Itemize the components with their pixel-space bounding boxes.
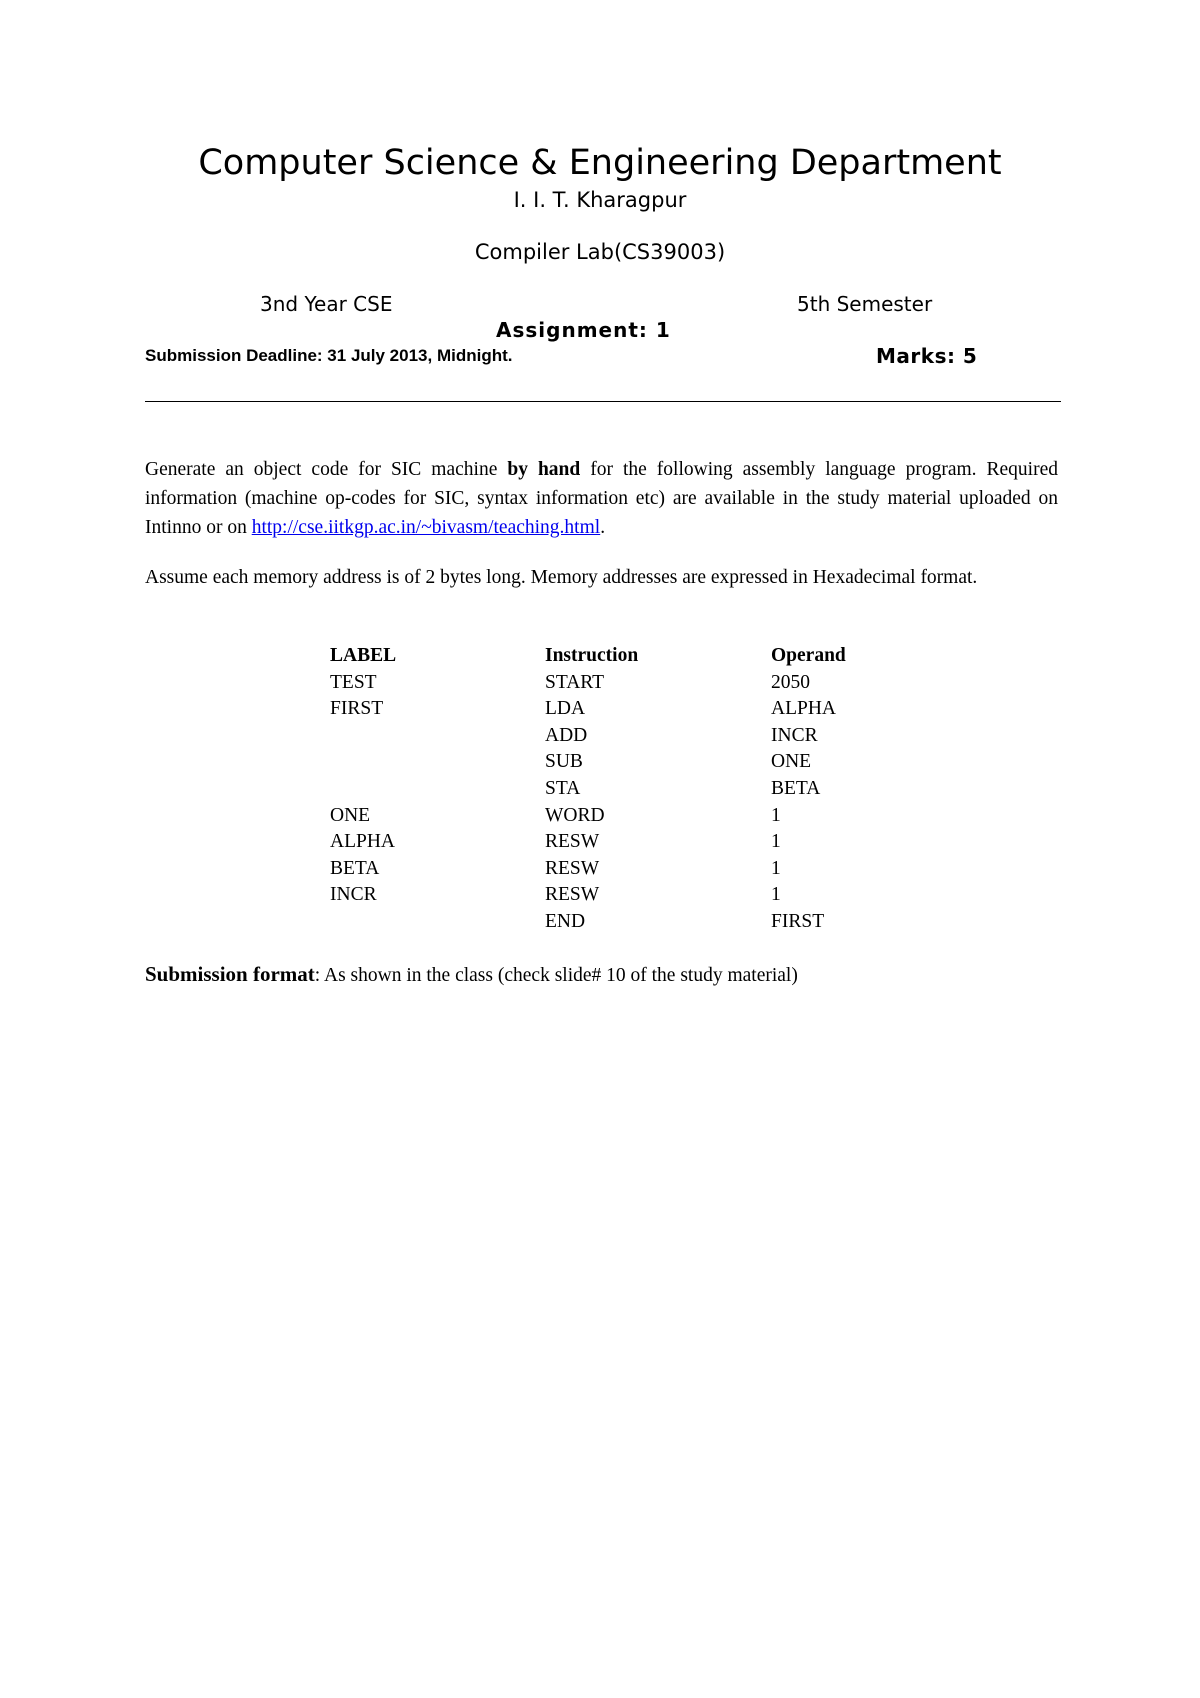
label-cell: BETA (330, 857, 380, 879)
teaching-page-link[interactable]: http://cse.iitkgp.ac.in/~bivasm/teaching.html (251, 517, 601, 538)
label-cell (330, 749, 545, 776)
label-cell: INCR (330, 884, 377, 906)
instruction-cell: STA (545, 777, 581, 799)
year-label: 3nd Year CSE (260, 292, 393, 316)
instructions-paragraph (145, 455, 1058, 542)
operand-cell: ALPHA (771, 698, 837, 720)
table-row (330, 882, 931, 909)
submission-format-text: : As shown in the class (check slide# 10 of the study material) (314, 965, 798, 986)
instruction-cell: LDA (545, 698, 586, 720)
assignment-number: Assignment: 1 (496, 318, 671, 342)
label-cell (330, 909, 545, 936)
table-row (330, 829, 931, 856)
table-row (330, 776, 931, 803)
department-title: Computer Science & Engineering Department (198, 143, 1002, 183)
column-header-operand: Operand (771, 645, 846, 666)
p1-text-end: . (600, 517, 606, 538)
table-row (330, 856, 931, 883)
column-header-instruction: Instruction (545, 645, 639, 666)
table-row (330, 803, 931, 830)
table-row (330, 723, 931, 750)
instruction-cell: WORD (545, 804, 605, 826)
table-header-row (330, 643, 931, 670)
table-row (330, 909, 931, 936)
marks-label: Marks: 5 (876, 344, 978, 368)
instruction-cell: RESW (545, 831, 600, 853)
operand-cell: 2050 (771, 671, 810, 693)
submission-deadline: Submission Deadline: 31 July 2013, Midnight. (145, 346, 513, 365)
assembly-program-table (330, 643, 931, 936)
label-cell: ONE (330, 804, 371, 826)
p1-text-before: Generate an object code for SIC machine (145, 459, 508, 480)
operand-cell: INCR (771, 724, 818, 746)
p1-bold-text: by hand (507, 459, 581, 480)
submission-format-label: Submission format (145, 962, 315, 986)
instruction-cell: START (545, 671, 605, 693)
operand-cell: ONE (771, 751, 812, 773)
memory-assumption-paragraph: Assume each memory address is of 2 bytes long. Memory addresses are expressed in Hexadecimal format. (145, 567, 978, 588)
institute-name: I. I. T. Kharagpur (513, 188, 687, 212)
instruction-cell: RESW (545, 857, 600, 879)
header-divider (145, 401, 1061, 402)
label-cell: TEST (330, 671, 377, 693)
operand-cell: 1 (771, 804, 781, 826)
operand-cell: FIRST (771, 910, 825, 932)
label-cell (330, 723, 545, 750)
operand-cell: BETA (771, 777, 821, 799)
table-row (330, 696, 931, 723)
instruction-cell: SUB (545, 751, 583, 773)
label-cell: FIRST (330, 698, 384, 720)
operand-cell: 1 (771, 831, 781, 853)
instruction-cell: RESW (545, 884, 600, 906)
submission-format-line (145, 962, 798, 987)
p1-text-after: for the following assembly language program. Required information (machine op-codes for SIC, syntax information etc) are available in the study material uploaded on Intinno or on (145, 459, 1059, 538)
label-cell: ALPHA (330, 831, 396, 853)
semester-label: 5th Semester (797, 292, 933, 316)
table-row (330, 749, 931, 776)
course-title: Compiler Lab(CS39003) (474, 240, 726, 264)
table-row (330, 670, 931, 697)
column-header-label: LABEL (330, 645, 397, 666)
instruction-cell: ADD (545, 724, 588, 746)
instruction-cell: END (545, 910, 586, 932)
label-cell (330, 776, 545, 803)
operand-cell: 1 (771, 857, 781, 879)
operand-cell: 1 (771, 884, 781, 906)
